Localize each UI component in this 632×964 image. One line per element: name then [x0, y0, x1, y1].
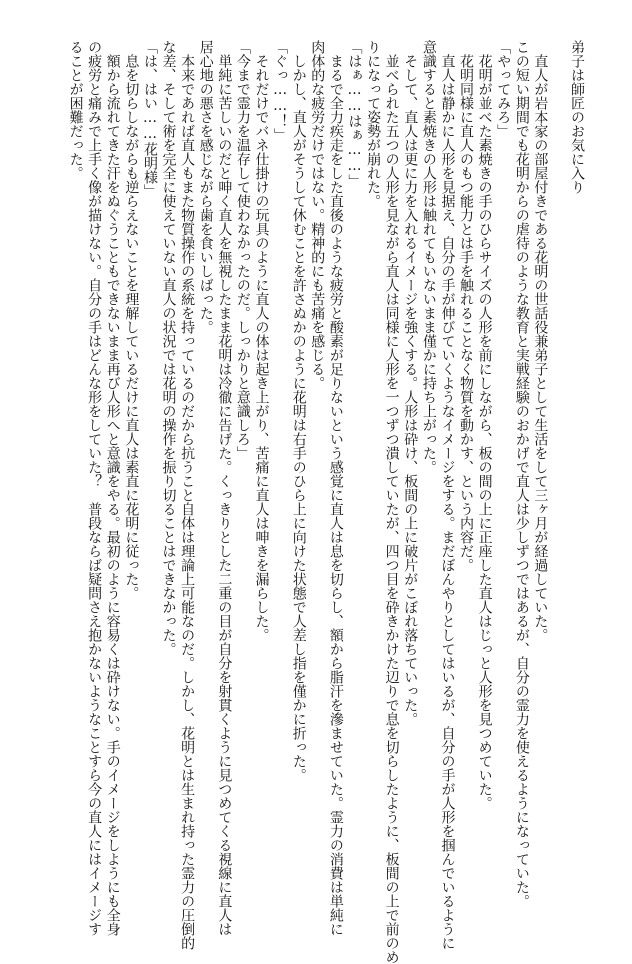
text-line: 「今まで霊力を温存して使わなかったのだ。しっかりと意識しろ」: [234, 40, 251, 460]
text-line: 「はぁ……はぁ……」: [346, 40, 363, 188]
vertical-text-body: [66, 40, 586, 964]
text-line: 本来であれば直人もまた物質操作の系統を持っているのだから抗うこと自体は理論上可能なのだ。しかし、花明とは生まれ持った霊力の圧倒的: [179, 40, 196, 950]
text-line: 「やってみろ」: [495, 40, 512, 138]
text-line: まるで全力疾走をした直後のような疲労と酸素が足りないという感覚に直人は息を切らし、額から脂汗を滲ませていた。霊力の消費は単純に: [327, 40, 344, 936]
text-line: の疲労と痛みで上手く像が描けない。自分の手はどんな形をしていた？ 普段ならば疑問さえ抱かないようなことすら今の直人にはイメージす: [86, 40, 103, 936]
chapter-title: 弟子は師匠のお気に入り: [569, 40, 585, 194]
text-line: 直人が岩本家の部屋付きである花明の世話役兼弟子として生活をして三ヶ月が経過していた。: [532, 40, 549, 642]
text-line: ることが困難だった。: [67, 40, 84, 180]
text-line: 「は、はい……花明様」: [141, 40, 158, 198]
text-line: 息を切らしながらも逆らえないことを理解しているだけに直人は素直に花明に従った。: [123, 40, 140, 600]
text-line: な差、そして術を完全に使えていない直人の状況では花明の操作を振り切ることはできなかった。: [160, 40, 177, 656]
text-line: 花明が並べた素焼きの手のひらサイズの人形を前にしながら、板の間の上に正座した直人はじっと人形を見つめていた。: [476, 40, 493, 810]
text-line: そして、直人は更に力を入れるイメージを強くする。人形は砕け、板間の上に破片がこぼれ落ちていった。: [402, 40, 419, 726]
text-line: この短い期間でも花明からの虐待のような教育と実戦経験のおかげで直人は少しずつではあるが、自分の霊力を使えるようになっていた。: [513, 40, 530, 908]
text-line: 並べられた五つの人形を見ながら直人は同様に人形を一つずつ潰していたが、四つ目を砕きかけた辺りで息を切らしたように、板間の上で前のめ: [383, 40, 400, 964]
text-line: 意識すると素焼きの人形は触れてもいないまま僅かに持ち上がった。: [420, 40, 437, 474]
text-line: りになって姿勢が崩れた。: [365, 40, 382, 208]
text-line: 直人は静かに人形を見据え、自分の手が伸びていくようなイメージをする。まだぼんやりとしてはいるが、自分の手が人形を掴んでいるように: [439, 40, 456, 950]
text-line: 居心地の悪さを感じながら歯を食いしばった。: [197, 40, 214, 334]
text-line: それだけでバネ仕掛けの玩具のように直人の体は起き上がり、苦痛に直人は呻きを漏らした。: [253, 40, 270, 642]
text-line: 「ぐっ……！」: [272, 40, 289, 142]
text-line: 単純に苦しいのだと呻く直人を無視したまま花明は冷徹に告げた。くっきりとした二重の目が自分を射貫くように見つめてくる視線に直人は: [216, 40, 233, 936]
text-line: 肉体的な疲労だけではない。精神的にも苦痛を感じる。: [309, 40, 326, 390]
text-line: 花明同様に直人のもつ能力とは手を触れることなく物質を動かす、という内容だ。: [458, 40, 475, 572]
text-line: 額から流れてきた汗をぬぐうこともできないまま再び人形へと意識をやる。最初のように容易くは砕けない。手のイメージをしようにも全身: [104, 40, 121, 936]
text-line: しかし、直人がそうして休むことを許さぬかのように花明は右手のひら上に向けた状態で人差し指を僅かに折った。: [290, 40, 307, 782]
